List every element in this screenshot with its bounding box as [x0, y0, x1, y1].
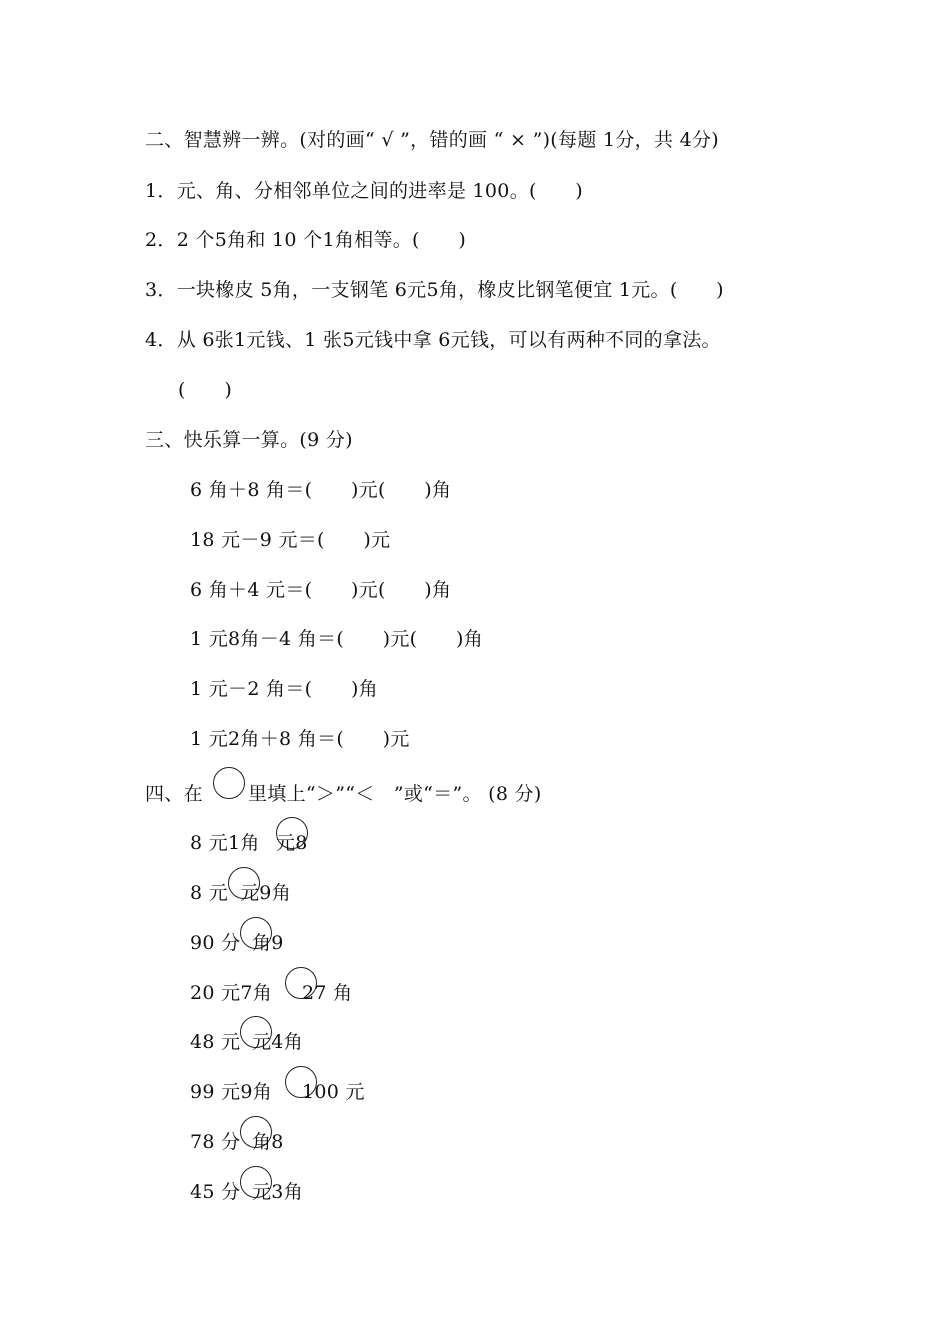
- question-4: 4．从 6张1元钱、1 张5元钱中拿 6元钱，可以有两种不同的拿法。: [145, 329, 721, 351]
- compare-item-1-left: 8 元1角: [190, 832, 260, 854]
- question-1: 1．元、角、分相邻单位之间的进率是 100。( ): [145, 180, 584, 202]
- section-4-heading-part-a: 四、在: [145, 783, 203, 805]
- compare-item-1-right: 元8: [276, 832, 308, 854]
- compare-item-3-right: 角9: [252, 932, 284, 954]
- compare-item-5-left: 48 元: [190, 1031, 241, 1053]
- compare-item-6-left: 99 元9角: [190, 1081, 273, 1103]
- compare-item-3-left: 90 分: [190, 932, 241, 954]
- compare-item-7-right: 角8: [252, 1131, 284, 1153]
- compare-item-5-right: 元4角: [252, 1031, 303, 1053]
- question-2: 2．2 个5角和 10 个1角相等。( ): [145, 229, 467, 251]
- compare-item-4-right: 27 角: [302, 982, 353, 1004]
- compare-item-2-left: 8 元: [190, 882, 229, 904]
- calc-item-1[interactable]: 6 角＋8 角＝( )元( )角: [190, 479, 452, 501]
- calc-item-2[interactable]: 18 元－9 元＝( )元: [190, 529, 391, 551]
- compare-circle-icon: [213, 767, 245, 799]
- section-4-heading-part-b: 里填上“＞”“＜ ”或“＝”。 (8 分): [248, 783, 542, 805]
- compare-item-4-left: 20 元7角: [190, 982, 273, 1004]
- calc-item-4[interactable]: 1 元8角－4 角＝( )元( )角: [190, 628, 483, 650]
- calc-item-6[interactable]: 1 元2角＋8 角＝( )元: [190, 728, 410, 750]
- compare-item-7-left: 78 分: [190, 1131, 241, 1153]
- compare-item-8-left: 45 分: [190, 1181, 241, 1203]
- section-2-heading: 二、智慧辨一辨。(对的画“ √ ”，错的画 “ × ”)(每题 1分，共 4分): [145, 129, 719, 151]
- compare-item-8-right: 元3角: [252, 1181, 303, 1203]
- question-3: 3．一块橡皮 5角，一支钢笔 6元5角，橡皮比钢笔便宜 1元。( ): [145, 279, 724, 301]
- calc-item-3[interactable]: 6 角＋4 元＝( )元( )角: [190, 579, 452, 601]
- calc-item-5[interactable]: 1 元－2 角＝( )角: [190, 678, 378, 700]
- compare-item-2-right: 元9角: [240, 882, 291, 904]
- compare-item-6-right: 100 元: [302, 1081, 365, 1103]
- question-4-answer-blank[interactable]: ( ): [178, 379, 233, 401]
- section-3-heading: 三、快乐算一算。(9 分): [145, 429, 353, 451]
